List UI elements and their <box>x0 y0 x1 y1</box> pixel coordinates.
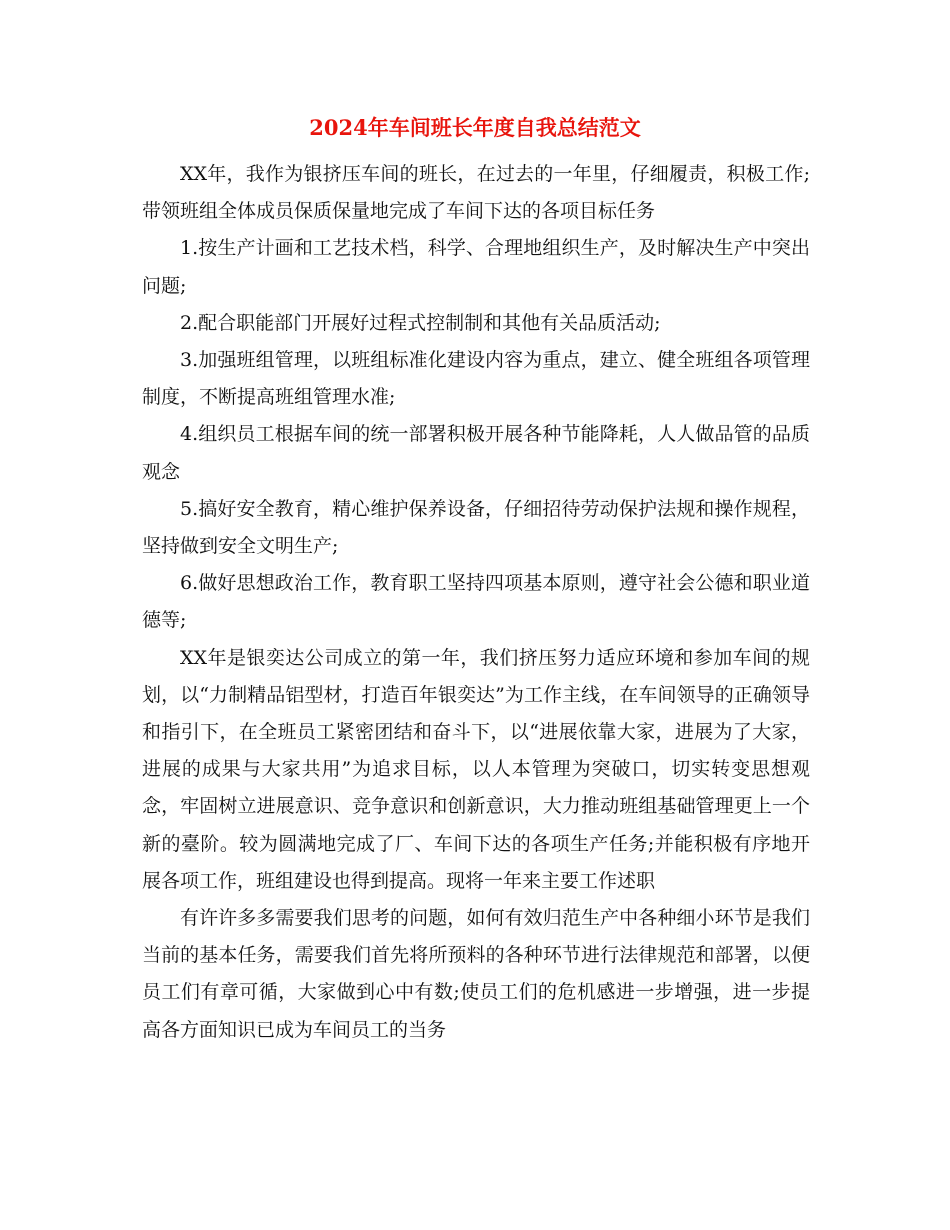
document-title: 2024年车间班长年度自我总结范文 <box>309 115 641 140</box>
paragraph-item-6: 6.做好思想政治工作，教育职工坚持四项基本原则，遵守社会公德和职业道德等; <box>142 572 810 632</box>
paragraph-issues: 有许许多多需要我们思考的问题，如何有效归范生产中各种细小环节是我们当前的基本任务，需要我们首先将所预料的各种环节进行法律规范和部署，以便员工们有章可循，大家做到心中有数;使员工们的危机感进一步增强，进一步提高各方面知识已成为车间员工的当务 <box>142 907 810 1041</box>
paragraph-item-1: 1.按生产计画和工艺技术档，科学、合理地组织生产，及时解决生产中突出问题; <box>142 237 810 297</box>
paragraph-item-4: 4.组织员工根据车间的统一部署积极开展各种节能降耗，人人做品管的品质观念 <box>142 423 810 483</box>
paragraph-item-3: 3.加强班组管理，以班组标准化建设内容为重点，建立、健全班组各项管理制度，不断提高班组管理水准; <box>142 349 810 409</box>
document-body <box>142 156 810 1049</box>
paragraph-intro: XX年，我作为银挤压车间的班长，在过去的一年里，仔细履责，积极工作;带领班组全体成员保质保量地完成了车间下达的各项目标任务 <box>142 163 810 223</box>
paragraph-item-2: 2.配合职能部门开展好过程式控制制和其他有关品质活动; <box>180 311 661 334</box>
paragraph-company-year: XX年是银奕达公司成立的第一年，我们挤压努力适应环境和参加车间的规划，以“力制精品铝型材，打造百年银奕达”为工作主线，在车间领导的正确领导和指引下，在全班员工紧密团结和奋斗下，以“进展依靠大家，进展为了大家，进展的成果与大家共用”为追求目标，以人本管理为突破口，切实转变思想观念，牢固树立进展意识、竞争意识和创新意识，大力推动班组基础管理更上一个新的臺阶。较为圆满地完成了厂、车间下达的各项生产任务;并能积极有序地开展各项工作，班组建设也得到提高。现将一年来主要工作述职 <box>142 646 810 892</box>
paragraph-item-5: 5.搞好安全教育，精心维护保养设备，仔细招待劳动保护法规和操作规程，坚持做到安全文明生产; <box>142 497 810 558</box>
